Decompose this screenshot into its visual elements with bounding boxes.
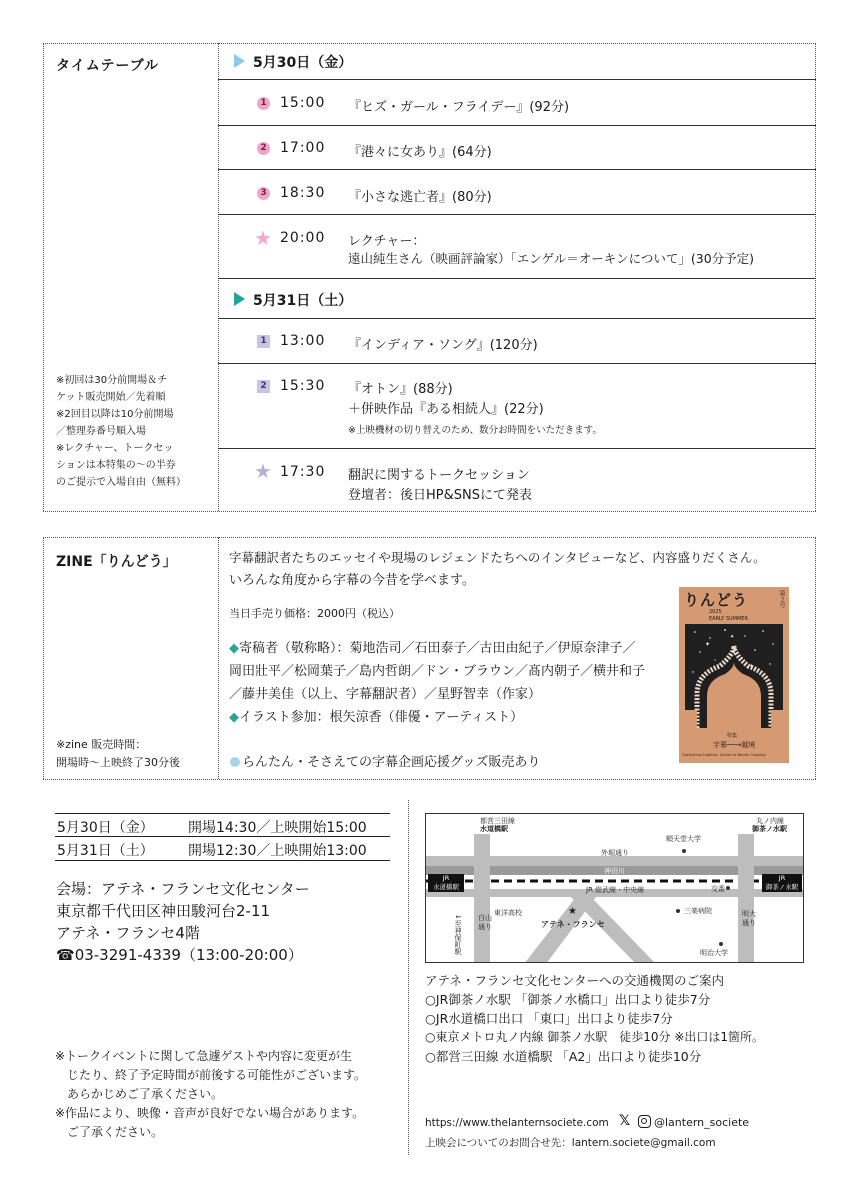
instagram-icon[interactable] xyxy=(638,1115,651,1128)
zine-border-top xyxy=(43,537,816,538)
meidai-text: 通り xyxy=(742,919,756,927)
star-icon: ★ xyxy=(254,459,272,483)
note-line: ※2回目以降は10分前開場 xyxy=(56,409,174,420)
entry-title: 『港々に女あり』(64分) xyxy=(348,145,492,160)
phone-icon: ☎ xyxy=(56,946,75,964)
phone-number: 03-3291-4339（13:00-20:00） xyxy=(74,946,303,964)
zine-intro-1: 字幕翻訳者たちのエッセイや現場のレジェンドたちへのインタビューなど、内容盛りだくさん。 xyxy=(229,550,766,565)
timetable-border-right xyxy=(815,43,816,511)
entry-time: 13:00 xyxy=(280,333,326,349)
jr-station-label: 御茶ノ水駅 xyxy=(765,883,799,891)
jr-label: JR xyxy=(778,874,786,882)
cover-season: EARLY SUMMER xyxy=(709,616,748,622)
row-separator xyxy=(218,214,816,215)
day2-arrow-icon xyxy=(234,292,245,306)
website-link[interactable]: https://www.thelanternsociete.com xyxy=(425,1117,609,1129)
caution-line: じたり、終了予定時間が前後する可能性がございます。 xyxy=(67,1068,367,1082)
schedule-info: 開場14:30／上映開始15:00 xyxy=(188,820,367,836)
timetable-notes xyxy=(56,372,214,491)
note-line: のご提示で入場自由（無料） xyxy=(56,477,186,488)
entry-time: 17:30 xyxy=(280,464,326,480)
meidai-text: 明大 xyxy=(742,910,756,918)
timetable-label: タイムテーブル xyxy=(56,58,160,74)
note-line: ケット販売開始／先着順 xyxy=(56,392,166,403)
svg-text:✦: ✦ xyxy=(749,663,755,670)
zine-contributors xyxy=(229,637,645,729)
illust-text: イラスト参加：根矢涼香（俳優・アーティスト） xyxy=(239,710,524,725)
arch-illustration xyxy=(685,624,783,728)
juntendo-label: 順天堂大学 xyxy=(666,835,701,843)
timetable-border-top xyxy=(43,43,816,44)
zine-cover xyxy=(679,587,789,763)
badge-2: 2 xyxy=(257,380,270,393)
hakusan-label xyxy=(478,914,492,932)
day1-arrow-icon xyxy=(234,54,245,68)
entry-title-line2: ＋併映作品『ある相続人』(22分) xyxy=(348,402,544,417)
row-separator xyxy=(218,169,816,170)
caution-line: あらかじめご了承ください。 xyxy=(67,1087,224,1101)
jr-suidobashi-box xyxy=(428,874,464,892)
zine-price: 当日手売り価格：2000円（税込） xyxy=(229,607,400,620)
entry-title: レクチャー： xyxy=(348,234,426,249)
svg-text:✦: ✦ xyxy=(730,634,735,640)
contact-line: 上映会についてのお問合せ先：lantern.societe@gmail.com xyxy=(425,1137,716,1149)
timetable-divider xyxy=(218,43,219,511)
hakusan-text: 白山 xyxy=(478,914,492,922)
toei-station-label: 水道橋駅 xyxy=(480,825,508,833)
svg-text:✦: ✦ xyxy=(705,641,711,648)
bottom-divider xyxy=(408,800,409,1155)
entry-title: 『インディア・ソング』(120分) xyxy=(348,338,538,353)
entry-title-line2: 登壇者：後日HP&SNSにて発表 xyxy=(348,488,532,503)
badge-2: 2 xyxy=(257,142,270,155)
badge-1: 1 xyxy=(257,97,270,110)
toyo-label: 東洋高校 xyxy=(494,909,522,917)
zine-border-bottom xyxy=(43,779,816,780)
access-line: ○都営三田線 水道橋駅 「A2」出口より徒歩10分 xyxy=(425,1049,702,1064)
venue-address: 東京都千代田区神田駿河台2-11 xyxy=(56,902,271,920)
badge-1: 1 xyxy=(257,335,270,348)
contrib-line-3: ／藤井美佳（以上、字幕翻訳者）／星野智幸（作家） xyxy=(229,687,542,702)
zine-border-left xyxy=(43,537,44,779)
cautions xyxy=(55,1047,366,1142)
contrib-text: 寄稿者（敬称略）：菊地浩司／石田泰子／古田由紀子／伊原奈津子／ xyxy=(239,641,636,656)
star-icon: ★ xyxy=(254,226,272,250)
note-line: ※初回は30分前開場＆チ xyxy=(56,375,168,386)
badge-3: 3 xyxy=(257,187,270,200)
jr-station-label: 水道橋駅 xyxy=(433,883,459,891)
contrib-line-1 xyxy=(229,637,645,660)
diamond-icon: ◆ xyxy=(229,710,239,725)
marunouchi-line-label: 丸ノ内線 xyxy=(756,817,784,825)
koban-label: 交番 xyxy=(711,885,725,893)
athenee-star-icon: ★ xyxy=(568,906,577,917)
athenee-label: アテネ・フランセ xyxy=(541,920,605,929)
day2-header: 5月31日（土） xyxy=(253,293,353,309)
illust-line xyxy=(229,706,645,729)
diamond-icon: ◆ xyxy=(229,641,239,656)
cover-illustration xyxy=(685,624,783,728)
row-separator xyxy=(218,318,816,319)
row-separator xyxy=(218,363,816,364)
note-line: ／整理券番号順入場 xyxy=(56,426,146,437)
cover-feature: 字幕──→越境 xyxy=(713,741,756,749)
entry-title: 『小さな逃亡者』(80分) xyxy=(348,190,492,205)
schedule-date: 5月30日（金） xyxy=(57,820,154,836)
sotobori-label: 外堀通り xyxy=(601,849,629,857)
timetable-border-left xyxy=(43,43,44,511)
row-separator xyxy=(218,278,816,279)
entry-note: ※上映機材の切り替えのため、数分お時間をいただきます。 xyxy=(348,425,602,436)
x-logo-icon[interactable]: 𝕏 xyxy=(619,1113,631,1129)
kandagawa-label: 神田川 xyxy=(604,867,625,875)
venue-info xyxy=(56,878,310,966)
access-line: ○JR水道橋口出口 「東口」出口より徒歩7分 xyxy=(425,1011,673,1026)
social-handle[interactable]: @lantern_societe xyxy=(654,1116,750,1129)
access-line: ○東京メトロ丸ノ内線 御茶ノ水駅 徒歩10分 ※出口は1箇所。 xyxy=(425,1030,765,1044)
entry-time: 20:00 xyxy=(280,230,326,246)
sale-line-2: 開場時〜上映終了30分後 xyxy=(56,756,180,769)
entry-time: 15:30 xyxy=(280,378,326,394)
entry-time: 17:00 xyxy=(280,140,326,156)
schedule-table xyxy=(55,813,390,861)
mitsui-label: 三楽病院 xyxy=(684,907,712,915)
schedule-date: 5月31日（土） xyxy=(57,843,154,859)
zine-border-right xyxy=(815,537,816,779)
entry-time: 18:30 xyxy=(280,185,326,201)
timetable-border-bottom xyxy=(43,511,816,512)
zine-divider xyxy=(218,537,219,779)
caution-line: ご了承ください。 xyxy=(67,1125,164,1139)
schedule-row xyxy=(55,837,390,861)
row-separator xyxy=(218,448,816,449)
entry-title-line2: 遠山純生さん（映画評論家）「エンゲル＝オーキンについて」(30分予定) xyxy=(348,251,755,266)
cover-feature-tag: 特集 xyxy=(727,733,738,739)
jr-label: JR xyxy=(442,874,450,882)
entry-title: 翻訳に関するトークセッション xyxy=(348,468,530,483)
access-line: ○JR御茶ノ水駅 「御茶ノ水橋口」出口より徒歩7分 xyxy=(425,992,711,1007)
caution-line: ※トークイベントに関して急遽ゲストや内容に変更が生 xyxy=(55,1049,352,1063)
sale-line-1: ※zine 販売時間： xyxy=(56,738,147,751)
schedule-row xyxy=(55,813,390,837)
cover-subtitle: Translating Subtitles: Stories of Border Crossing xyxy=(682,753,766,757)
venue-floor: アテネ・フランセ4階 xyxy=(56,924,200,942)
meidai-label xyxy=(742,910,756,928)
zine-goods: らんたん・そさえての字幕企画応援グッズ販売あり xyxy=(242,755,541,770)
cover-year: 2025 xyxy=(709,609,722,615)
marunouchi-station-label: 御茶ノ水駅 xyxy=(752,825,787,833)
jinbocho-label xyxy=(453,914,462,960)
schedule-info: 開場12:30／上映開始13:00 xyxy=(188,843,367,859)
entry-time: 15:00 xyxy=(280,95,326,111)
venue-phone xyxy=(56,944,310,966)
cover-title: りんどう xyxy=(684,591,749,609)
entry-title: 『ヒズ・ガール・フライデー』(92分) xyxy=(348,100,570,115)
jr-line-label: JR 総武線・中央線 xyxy=(586,886,645,894)
row-separator xyxy=(218,125,816,126)
note-line: ションは本特集の〜の半券 xyxy=(56,460,176,471)
zine-intro-2: いろんな角度から字幕の今昔を学べます。 xyxy=(229,573,475,588)
toei-line-label: 都営三田線 xyxy=(480,817,515,825)
zine-sale-time xyxy=(56,736,180,772)
row-separator xyxy=(218,79,816,80)
caution-line: ※作品により、映像・音声が良好でない場合があります。 xyxy=(55,1106,365,1120)
day1-header: 5月30日（金） xyxy=(253,55,353,71)
entry-title: 『オトン』(88分) xyxy=(348,382,453,397)
hakusan-text: 通り xyxy=(478,923,492,931)
zine-label: ZINE「りんどう」 xyxy=(56,554,177,570)
jr-ochanomizu-box xyxy=(762,874,802,892)
meiji-univ-label: 明治大学 xyxy=(700,949,728,957)
jinbocho-arrow: ↓至 xyxy=(454,914,462,927)
contrib-line-2: 岡田壯平／松岡葉子／島内哲朗／ドン・ブラウン／髙内朝子／横井和子 xyxy=(229,664,646,679)
jinbocho-text: 神保町駅 xyxy=(454,926,462,955)
goods-dot-icon xyxy=(230,757,240,767)
note-line: ※レクチャー、トークセッ xyxy=(56,443,174,454)
access-map xyxy=(425,813,804,963)
access-title: アテネ・フランセ文化センターへの交通機関のご案内 xyxy=(425,973,725,988)
access-info xyxy=(425,971,764,1066)
venue-name: 会場：アテネ・フランセ文化センター xyxy=(56,880,310,898)
cover-issue: 第２号 xyxy=(778,590,785,608)
